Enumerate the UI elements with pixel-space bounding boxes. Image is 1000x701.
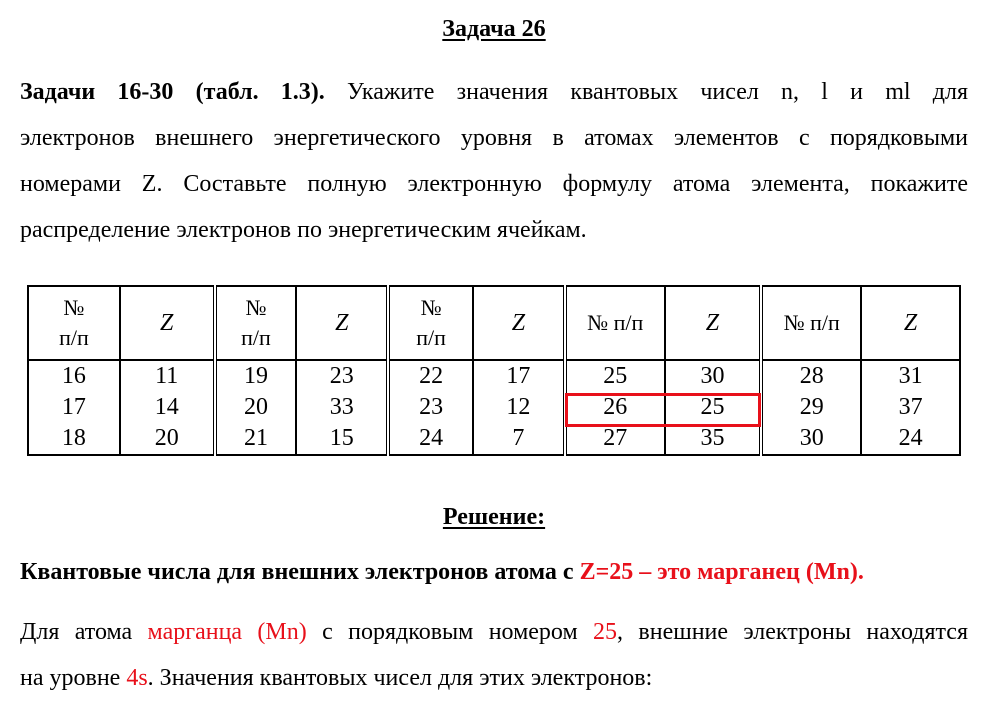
highlighted-cell-z: 25 xyxy=(665,392,762,423)
header-z: Z xyxy=(473,286,565,360)
highlighted-cell-num: 26 xyxy=(565,392,665,423)
header-num: № п/п xyxy=(761,286,861,360)
table-row xyxy=(28,392,960,423)
table-cell: 35 xyxy=(665,423,762,455)
header-z: Z xyxy=(120,286,215,360)
solution-line-1 xyxy=(20,609,968,655)
table-cell: 23 xyxy=(296,360,388,392)
table-cell: 24 xyxy=(861,423,960,455)
quantum-heading-element: Z=25 – это марганец (Mn). xyxy=(579,559,864,585)
table-cell: 18 xyxy=(28,423,120,455)
solution-line-2 xyxy=(20,655,968,701)
p2-atomic-number: 25 xyxy=(593,619,618,645)
task-line-1 xyxy=(20,69,968,115)
table-row xyxy=(28,360,960,392)
table-cell: 27 xyxy=(565,423,665,455)
task-line-3: номерами Z. Составьте полную электронную формулу атома элемента, покажите xyxy=(20,171,968,197)
table-cell: 20 xyxy=(120,423,215,455)
table-cell: 22 xyxy=(388,360,473,392)
highlight-box xyxy=(565,393,761,427)
task-line-1-text: Укажите значения квантовых чисел n, l и ml для xyxy=(324,79,968,105)
header-num-1: № п/п xyxy=(59,295,89,350)
p2-text-e: . Значения квантовых чисел для этих электронов: xyxy=(147,665,653,691)
table-cell: 19 xyxy=(215,360,297,392)
table-cell: 33 xyxy=(296,392,388,423)
variants-table xyxy=(27,285,961,456)
table-cell: 17 xyxy=(473,360,565,392)
p2-text-c: , внешние электроны находятся xyxy=(617,619,968,645)
table-cell: 17 xyxy=(28,392,120,423)
header-z: Z xyxy=(861,286,960,360)
header-num xyxy=(28,286,120,360)
header-z: Z xyxy=(665,286,762,360)
table-cell: 11 xyxy=(120,360,215,392)
p2-text-d: на уровне xyxy=(20,665,127,691)
table-header-row xyxy=(28,286,960,360)
p2-text-b: с порядковым номером xyxy=(306,619,594,645)
table-cell: 15 xyxy=(296,423,388,455)
header-num xyxy=(215,286,297,360)
table-cell: 30 xyxy=(665,360,762,392)
table-cell: 21 xyxy=(215,423,297,455)
header-num-3: № п/п xyxy=(416,295,446,350)
header-num xyxy=(388,286,473,360)
table-cell: 25 xyxy=(565,360,665,392)
solution-paragraph xyxy=(20,609,968,701)
table-cell: 24 xyxy=(388,423,473,455)
task-line-4: распределение электронов по энергетическим ячейкам. xyxy=(20,217,587,243)
table-cell: 30 xyxy=(761,423,861,455)
table-cell: 31 xyxy=(861,360,960,392)
header-z: Z xyxy=(296,286,388,360)
header-num: № п/п xyxy=(565,286,665,360)
table-row xyxy=(28,423,960,455)
table-cell: 16 xyxy=(28,360,120,392)
p2-text-a: Для атома xyxy=(20,619,148,645)
task-statement xyxy=(20,69,968,253)
table-cell: 7 xyxy=(473,423,565,455)
p2-sublevel: 4s xyxy=(126,665,148,691)
table-cell: 20 xyxy=(215,392,297,423)
p2-element-name: марганца (Mn) xyxy=(147,619,307,645)
solution-title: Решение: xyxy=(442,504,546,530)
quantum-heading-text: Квантовые числа для внешних электронов атома с xyxy=(20,559,580,585)
table-cell: 28 xyxy=(761,360,861,392)
quantum-heading xyxy=(20,559,980,586)
task-bold-lead: Задачи 16-30 (табл. 1.3). xyxy=(20,79,325,105)
table-cell: 29 xyxy=(761,392,861,423)
table-cell: 12 xyxy=(473,392,565,423)
page-title: Задача 26 xyxy=(442,16,546,42)
table-cell: 23 xyxy=(388,392,473,423)
header-num-2: № п/п xyxy=(241,295,271,350)
task-line-2: электронов внешнего энергетического уровня в атомах элементов с порядковыми xyxy=(20,125,968,151)
table-cell: 37 xyxy=(861,392,960,423)
table-cell: 14 xyxy=(120,392,215,423)
